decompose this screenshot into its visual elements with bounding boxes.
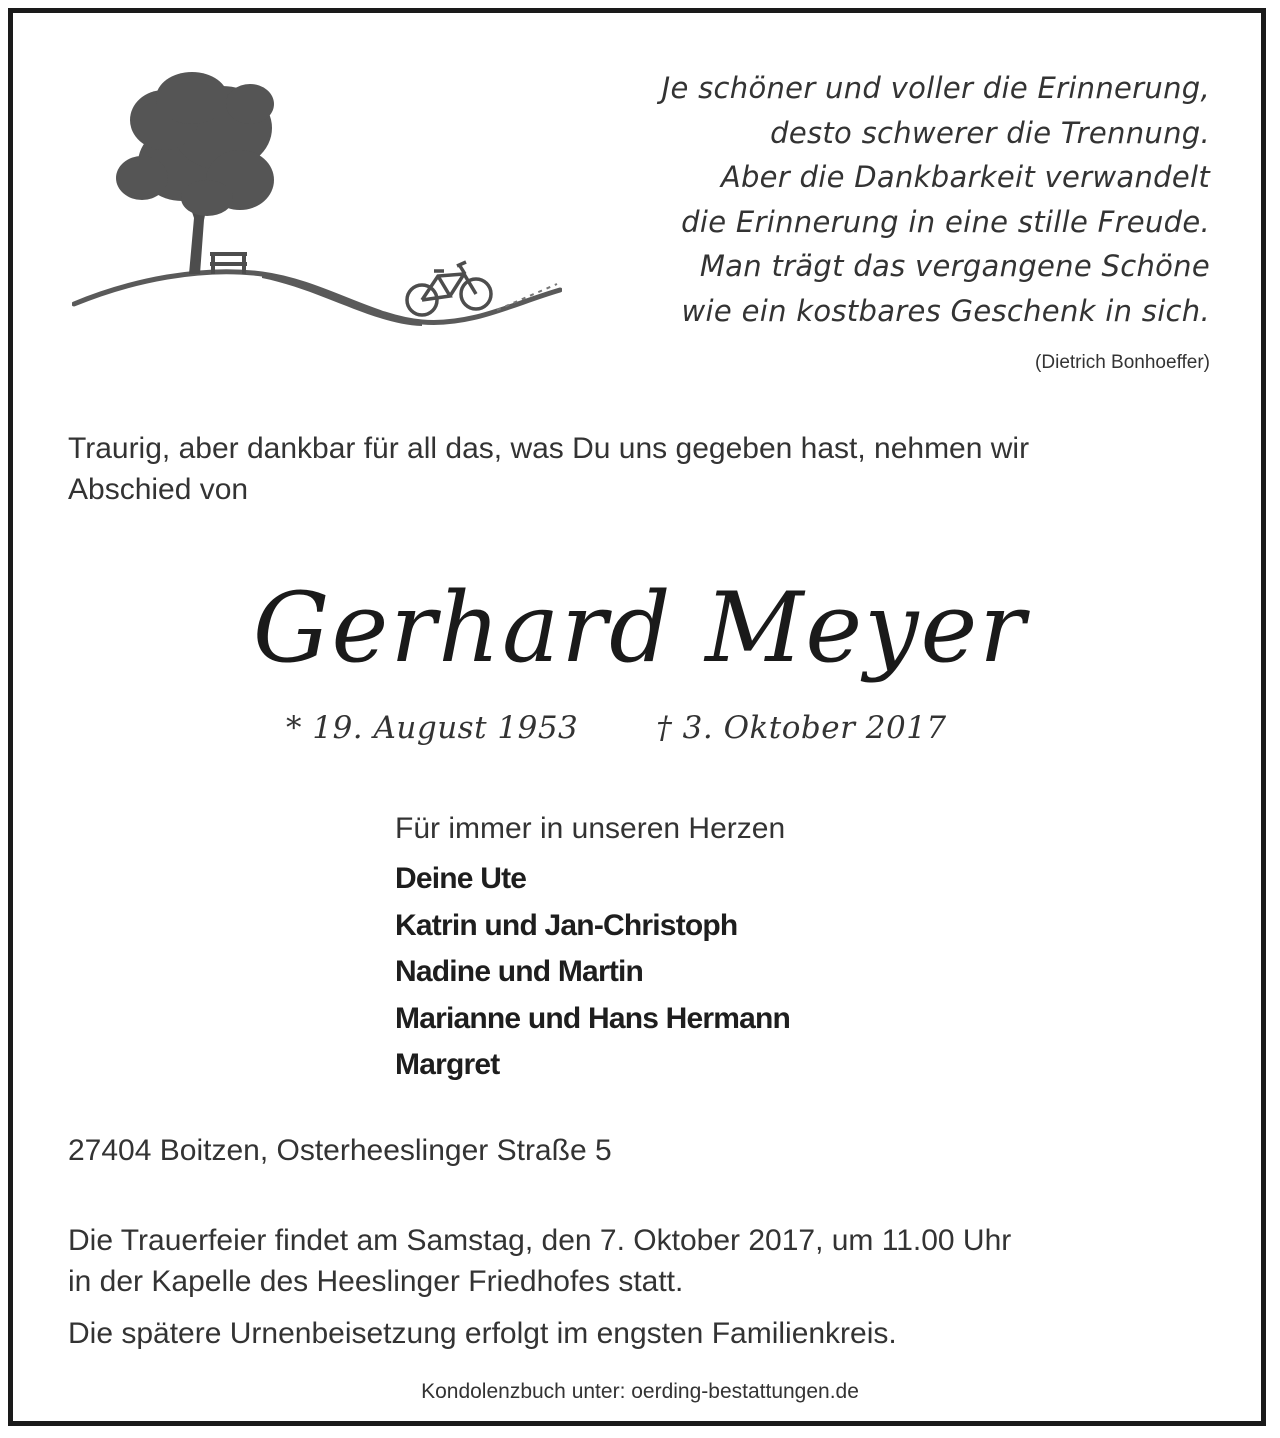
mourner-name: Nadine und Martin <box>395 955 644 988</box>
service-line: in der Kapelle des Heeslinger Friedhofes statt. <box>68 1265 684 1298</box>
quote-author: (Dietrich Bonhoeffer) <box>1035 352 1210 373</box>
deceased-name: Gerhard Meyer <box>252 572 1028 684</box>
intro-line: Abschied von <box>68 473 249 506</box>
intro-text <box>68 428 1208 510</box>
urn-note: Die spätere Urnenbeisetzung erfolgt im engsten Familienkreis. <box>68 1317 897 1350</box>
quote-line: Aber die Dankbarkeit verwandelt <box>720 160 1210 194</box>
mourners-heading: Für immer in unseren Herzen <box>395 812 786 845</box>
mourners-list <box>395 856 790 1089</box>
mourner-name: Katrin und Jan-Christoph <box>395 908 738 942</box>
bicycle-icon <box>407 262 491 315</box>
quote-block <box>570 66 1210 333</box>
birth-date: * 19. August 1953 <box>286 710 579 746</box>
hill <box>74 272 560 323</box>
service-line: Die Trauerfeier findet am Samstag, den 7. Oktober 2017, um 11.00 Uhr <box>68 1224 1012 1257</box>
quote-line: Je schöner und voller die Erinnerung, <box>661 71 1210 105</box>
mourner-name: Marianne und Hans Hermann <box>395 1001 791 1035</box>
quote-line: die Erinnerung in eine stille Freude. <box>681 204 1210 239</box>
intro-line: Traurig, aber dankbar für all das, was Du uns gegeben hast, nehmen wir <box>68 432 1030 465</box>
quote-line: desto schwerer die Trennung. <box>770 115 1210 150</box>
quote-line: wie ein kostbares Geschenk in sich. <box>681 293 1210 328</box>
mourner-name: Deine Ute <box>395 862 527 895</box>
tree-landscape-illustration <box>72 68 562 328</box>
tree-icon <box>116 72 274 274</box>
condolence-link[interactable]: Kondolenzbuch unter: oerding-bestattungen.de <box>421 1380 859 1403</box>
service-info <box>68 1220 1218 1302</box>
quote-line: Man trägt das vergangene Schöne <box>699 249 1210 283</box>
death-date: † 3. Oktober 2017 <box>656 710 947 746</box>
life-dates <box>286 710 1086 746</box>
mourner-name: Margret <box>395 1048 500 1081</box>
family-address: 27404 Boitzen, Osterheeslinger Straße 5 <box>68 1134 612 1167</box>
